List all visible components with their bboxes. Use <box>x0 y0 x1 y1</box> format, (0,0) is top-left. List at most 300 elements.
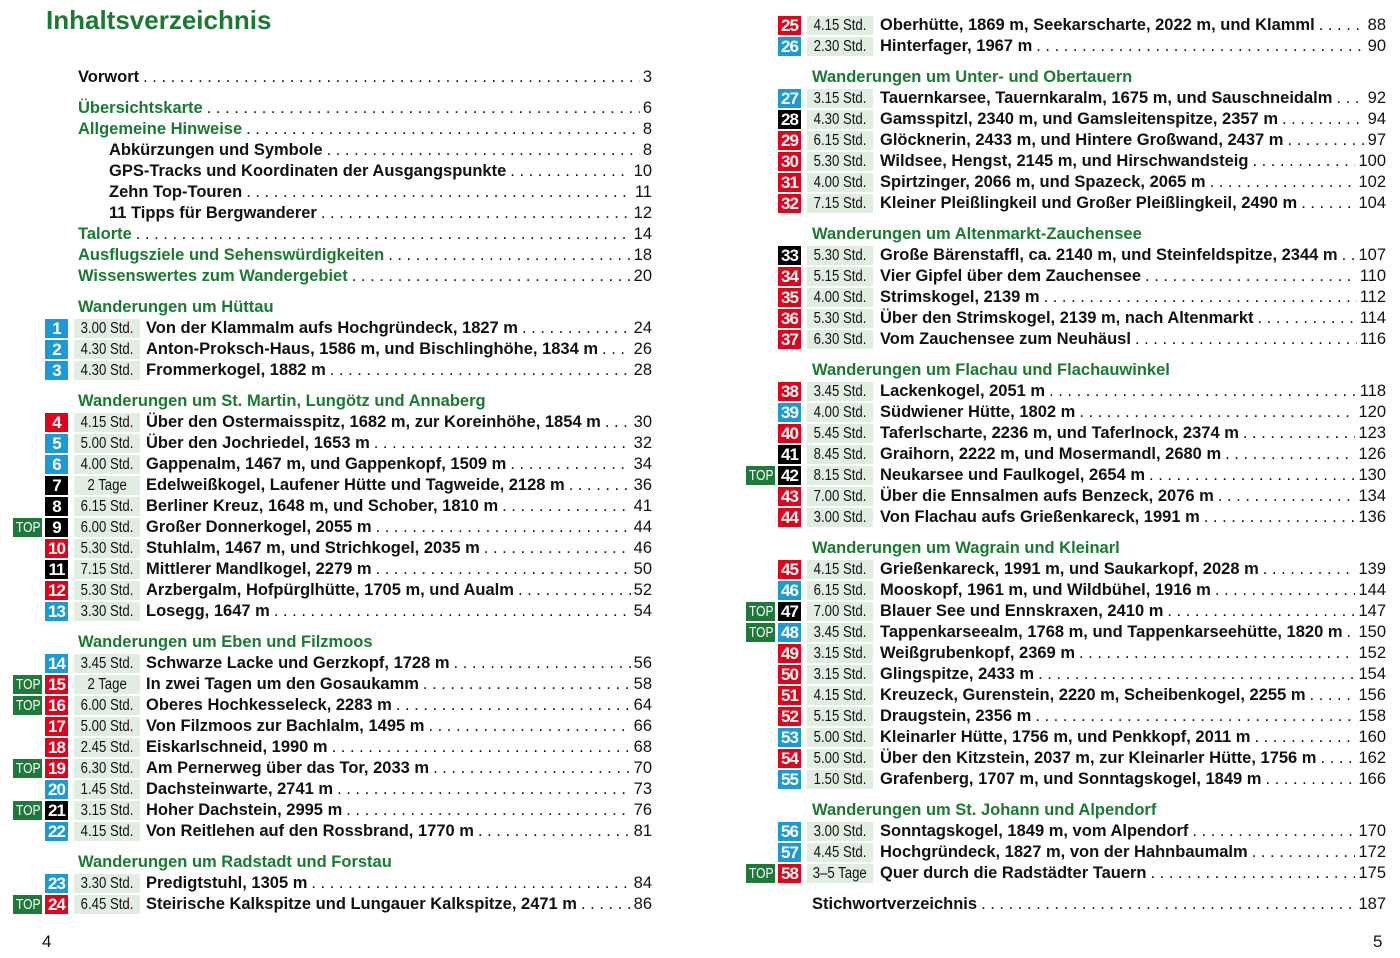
tour-entry[interactable] <box>12 894 652 915</box>
top-label: TOP <box>16 802 41 819</box>
dot-leader <box>598 339 631 360</box>
tour-title[interactable]: Steirische Kalkspitze und Lungauer Kalkspitze, 2471 m <box>146 895 577 913</box>
tour-entry[interactable] <box>746 402 1386 423</box>
duration-badge <box>74 539 140 558</box>
tour-title[interactable]: Neukarsee und Faulkogel, 2654 m <box>880 466 1146 484</box>
duration-text: 4.15 Std. <box>80 823 134 840</box>
duration-badge <box>807 707 873 726</box>
tour-entry[interactable] <box>746 559 1386 580</box>
tour-entry[interactable] <box>746 685 1386 706</box>
tour-entry[interactable] <box>746 245 1386 266</box>
toc-entry[interactable] <box>12 98 652 119</box>
tour-number-badge: 46 <box>778 581 801 600</box>
tour-title[interactable]: Großer Donnerkogel, 2055 m <box>146 518 372 536</box>
tour-page: 136 <box>1358 508 1386 526</box>
tour-number-badge: 10 <box>45 539 68 558</box>
tour-title[interactable]: Graihorn, 2222 m, und Mosermandl, 2680 m <box>880 445 1222 463</box>
dot-leader <box>333 779 631 800</box>
tour-title[interactable]: Taferlscharte, 2236 m, und Taferlnock, 2374 m <box>880 424 1239 442</box>
tour-number-badge: 39 <box>778 403 801 422</box>
duration-badge <box>807 843 873 862</box>
tour-page: 28 <box>633 361 652 379</box>
dot-leader <box>1254 308 1357 329</box>
tour-page: 88 <box>1367 16 1386 34</box>
duration-text: 4.00 Std. <box>813 289 867 306</box>
toc-entry[interactable] <box>12 245 652 266</box>
tour-page: 126 <box>1358 445 1386 463</box>
tour-entry[interactable] <box>12 695 652 716</box>
tour-title[interactable]: Berliner Kreuz, 1648 m, und Schober, 1810 m <box>146 497 499 515</box>
duration-text: 4.00 Std. <box>813 404 867 421</box>
tour-entry[interactable] <box>746 423 1386 444</box>
tour-title[interactable]: Anton-Proksch-Haus, 1586 m, und Bischlinghöhe, 1834 m <box>146 340 599 358</box>
tour-title[interactable]: Grießenkareck, 1991 m, und Saukarkopf, 2028 m <box>880 560 1259 578</box>
toc-entry[interactable] <box>12 224 652 245</box>
duration-text: 4.15 Std. <box>80 414 134 431</box>
duration-text: 4.45 Std. <box>813 844 867 861</box>
tour-title[interactable]: Gamsspitzl, 2340 m, und Gamsleitenspitze, 2357 m <box>880 110 1278 128</box>
tour-page: 134 <box>1358 487 1386 505</box>
tour-entry[interactable] <box>746 287 1386 308</box>
tour-entry[interactable] <box>12 339 652 360</box>
duration-text: 3.15 Std. <box>813 666 867 683</box>
tour-entry[interactable] <box>746 36 1386 57</box>
dot-leader <box>424 716 630 737</box>
tour-entry[interactable] <box>746 465 1386 486</box>
duration-badge <box>807 665 873 684</box>
duration-text: 4.15 Std. <box>813 17 867 34</box>
duration-text: 6.15 Std. <box>813 132 867 149</box>
tour-entry[interactable] <box>746 266 1386 287</box>
tour-entry[interactable] <box>12 601 652 622</box>
duration-badge <box>807 16 873 35</box>
dot-leader <box>1147 863 1356 884</box>
dot-leader <box>270 601 631 622</box>
top-tour-badge <box>13 518 42 537</box>
duration-badge <box>807 602 873 621</box>
dot-leader <box>372 559 631 580</box>
tour-title[interactable]: Hochgründeck, 1827 m, von der Hahnbaumalm <box>880 843 1248 861</box>
tour-page: 52 <box>633 581 652 599</box>
dot-leader <box>514 580 631 601</box>
entry-title[interactable]: Zehn Top-Touren <box>109 183 243 201</box>
duration-badge <box>74 602 140 621</box>
duration-badge <box>74 361 140 380</box>
tour-entry[interactable] <box>746 727 1386 748</box>
tour-title[interactable]: Südwiener Hütte, 1802 m <box>880 403 1076 421</box>
tour-title[interactable]: Kleinarler Hütte, 1756 m, und Penkkopf, 2011 m <box>880 728 1251 746</box>
tour-entry[interactable] <box>12 475 652 496</box>
toc-list-right <box>746 15 1386 915</box>
tour-page: 94 <box>1367 110 1386 128</box>
duration-badge <box>807 623 873 642</box>
tour-number-badge: 38 <box>778 382 801 401</box>
dot-leader <box>1206 172 1356 193</box>
dot-leader <box>328 737 631 758</box>
tour-title[interactable]: Edelweißkogel, Laufener Hütte und Tagweide, 2128 m <box>146 476 565 494</box>
entry-title[interactable]: Talorte <box>78 225 132 243</box>
tour-number-badge: 41 <box>778 445 801 464</box>
tour-title[interactable]: Hinterfager, 1967 m <box>880 37 1033 55</box>
tour-entry[interactable] <box>746 329 1386 350</box>
tour-title[interactable]: Losegg, 1647 m <box>146 602 270 620</box>
tour-entry[interactable] <box>12 538 652 559</box>
entry-title[interactable]: Ausflugsziele und Sehenswürdigkeiten <box>78 246 385 264</box>
tour-number-badge: 30 <box>778 152 801 171</box>
tour-page: 147 <box>1358 602 1386 620</box>
tour-number-badge: 23 <box>45 874 68 893</box>
toc-entry[interactable] <box>12 119 652 140</box>
tour-number-badge: 12 <box>45 581 68 600</box>
duration-text: 5.30 Std. <box>813 247 867 264</box>
tour-entry[interactable] <box>12 737 652 758</box>
tour-entry[interactable] <box>746 444 1386 465</box>
tour-title[interactable]: Hoher Dachstein, 2995 m <box>146 801 343 819</box>
top-tour-badge <box>746 864 775 883</box>
entry-page: 187 <box>1358 895 1386 913</box>
entry-title[interactable]: Abkürzungen und Symbole <box>109 141 323 159</box>
tour-page: 36 <box>633 476 652 494</box>
duration-text: 3.45 Std. <box>813 624 867 641</box>
tour-entry[interactable] <box>746 130 1386 151</box>
entry-title[interactable]: Übersichtskarte <box>78 99 203 117</box>
tour-entry[interactable] <box>746 109 1386 130</box>
entry-page: 20 <box>633 267 652 285</box>
duration-text: 5.30 Std. <box>813 310 867 327</box>
tour-number-badge: 29 <box>778 131 801 150</box>
tour-title[interactable]: Eiskarlschneid, 1990 m <box>146 738 328 756</box>
dot-leader <box>565 475 631 496</box>
entry-page: 8 <box>642 120 652 138</box>
dot-leader <box>242 119 640 140</box>
tour-page: 58 <box>633 675 652 693</box>
section-heading: Wanderungen um Wagrain und Kleinarl <box>812 539 1120 557</box>
tour-entry[interactable] <box>12 496 652 517</box>
tour-entry[interactable] <box>746 863 1386 884</box>
dot-leader <box>384 245 630 266</box>
tour-entry[interactable] <box>12 318 652 339</box>
tour-entry[interactable] <box>12 800 652 821</box>
tour-entry[interactable] <box>12 433 652 454</box>
tour-title[interactable]: Vier Gipfel über dem Zauchensee <box>880 267 1142 285</box>
tour-page: 46 <box>633 539 652 557</box>
tour-title[interactable]: Von Flachau aufs Grießenkareck, 1991 m <box>880 508 1200 526</box>
tour-number-badge: 5 <box>45 434 68 453</box>
tour-page: 73 <box>633 780 652 798</box>
dot-leader <box>1315 15 1365 36</box>
tour-page: 70 <box>633 759 652 777</box>
duration-text: 4.30 Std. <box>80 341 134 358</box>
tour-title[interactable]: Tauernkarsee, Tauernkaralm, 1675 m, und Sauschneidalm <box>880 89 1333 107</box>
tour-title[interactable]: Sonntagskogel, 1849 m, vom Alpendorf <box>880 822 1189 840</box>
tour-entry[interactable] <box>746 193 1386 214</box>
tour-title[interactable]: Über den Kitzstein, 2037 m, zur Kleinarler Hütte, 1756 m <box>880 749 1317 767</box>
toc-entry[interactable] <box>12 182 652 203</box>
tour-title[interactable]: Über die Ennsalmen aufs Benzeck, 2076 m <box>880 487 1214 505</box>
tour-entry[interactable] <box>12 580 652 601</box>
dot-leader <box>577 894 631 915</box>
tour-page: 81 <box>633 822 652 840</box>
tour-entry[interactable] <box>746 664 1386 685</box>
dot-leader <box>203 98 640 119</box>
tour-title[interactable]: Dachsteinwarte, 2741 m <box>146 780 334 798</box>
toc-entry[interactable] <box>12 266 652 287</box>
dot-leader <box>1141 266 1357 287</box>
tour-entry[interactable] <box>12 758 652 779</box>
dot-leader <box>1316 748 1355 769</box>
duration-text: 5.00 Std. <box>80 718 134 735</box>
toc-entry[interactable] <box>12 67 652 88</box>
tour-title[interactable]: Oberhütte, 1869 m, Seekarscharte, 2022 m, und Klamml <box>880 16 1315 34</box>
tour-title[interactable]: Über den Jochriedel, 1653 m <box>146 434 370 452</box>
tour-page: 97 <box>1367 131 1386 149</box>
page-number-right: 5 <box>1373 932 1383 951</box>
tour-number-badge: 13 <box>45 602 68 621</box>
tour-title[interactable]: Von Filzmoos zur Bachlalm, 1495 m <box>146 717 425 735</box>
duration-text: 4.30 Std. <box>80 362 134 379</box>
tour-page: 66 <box>633 717 652 735</box>
tour-number-badge: 11 <box>45 560 68 579</box>
duration-text: 1.45 Std. <box>80 781 134 798</box>
tour-page: 54 <box>633 602 652 620</box>
tour-page: 34 <box>633 455 652 473</box>
tour-entry[interactable] <box>12 360 652 381</box>
tour-title[interactable]: Weißgrubenkopf, 2369 m <box>880 644 1075 662</box>
dot-leader <box>1032 36 1364 57</box>
duration-badge <box>807 749 873 768</box>
top-tour-badge <box>746 602 775 621</box>
tour-entry[interactable] <box>746 748 1386 769</box>
tour-title[interactable]: Quer durch die Radstädter Tauern <box>880 864 1147 882</box>
entry-page: 3 <box>642 68 652 86</box>
tour-number-badge: 20 <box>45 780 68 799</box>
toc-entry[interactable] <box>12 203 652 224</box>
tour-entry[interactable] <box>746 507 1386 528</box>
tour-title[interactable]: Am Pernerweg über das Tor, 2033 m <box>146 759 430 777</box>
tour-title[interactable]: Kleiner Pleißlingkeil und Großer Pleißlingkeil, 2490 m <box>880 194 1298 212</box>
duration-text: 7.00 Std. <box>813 603 867 620</box>
dot-leader <box>419 674 631 695</box>
tour-page: 114 <box>1359 309 1386 327</box>
top-label: TOP <box>16 676 41 693</box>
duration-text: 3.15 Std. <box>813 90 867 107</box>
duration-text: 2 Tage <box>87 477 127 494</box>
duration-badge <box>807 330 873 349</box>
tour-title[interactable]: Strimskogel, 2139 m <box>880 288 1040 306</box>
tour-title[interactable]: Glöcknerin, 2433 m, und Hintere Großwand, 2437 m <box>880 131 1284 149</box>
tour-entry[interactable] <box>12 653 652 674</box>
entry-title[interactable]: 11 Tipps für Bergwanderer <box>109 204 317 222</box>
duration-badge <box>807 487 873 506</box>
tour-entry[interactable] <box>12 674 652 695</box>
tour-page: 152 <box>1358 644 1386 662</box>
tour-title[interactable]: Arzbergalm, Hofpürglhütte, 1705 m, und Aualm <box>146 581 514 599</box>
tour-title[interactable]: Mittlerer Mandlkogel, 2279 m <box>146 560 372 578</box>
tour-title[interactable]: Lackenkogel, 2051 m <box>880 382 1046 400</box>
duration-text: 3.30 Std. <box>80 875 134 892</box>
tour-entry[interactable] <box>12 517 652 538</box>
dot-leader <box>1221 444 1355 465</box>
dot-leader <box>518 318 631 339</box>
duration-badge <box>807 173 873 192</box>
tour-entry[interactable] <box>746 643 1386 664</box>
tour-title[interactable]: Predigtstuhl, 1305 m <box>146 874 308 892</box>
tour-entry[interactable] <box>746 308 1386 329</box>
duration-badge <box>807 110 873 129</box>
duration-badge <box>807 686 873 705</box>
dot-leader <box>392 695 631 716</box>
dot-leader <box>132 224 631 245</box>
tour-entry[interactable] <box>12 559 652 580</box>
duration-text: 7.15 Std. <box>813 195 867 212</box>
tour-entry[interactable] <box>746 842 1386 863</box>
tour-title[interactable]: Frommerkogel, 1882 m <box>146 361 326 379</box>
entry-page: 14 <box>633 225 652 243</box>
section-heading: Wanderungen um Unter- und Obertauern <box>812 68 1133 86</box>
tour-number-badge: 1 <box>45 319 68 338</box>
tour-number-badge: 47 <box>778 602 801 621</box>
top-tour-badge <box>13 675 42 694</box>
duration-badge <box>74 434 140 453</box>
dot-leader <box>429 758 631 779</box>
tour-number-badge: 4 <box>45 413 68 432</box>
tour-entry[interactable] <box>746 601 1386 622</box>
entry-title[interactable]: Wissenswertes zum Wandergebiet <box>78 267 348 285</box>
duration-badge <box>807 309 873 328</box>
tour-entry[interactable] <box>746 151 1386 172</box>
tour-number-badge: 56 <box>778 822 801 841</box>
dot-leader <box>1040 287 1357 308</box>
tour-entry[interactable] <box>746 580 1386 601</box>
entry-page: 11 <box>634 183 652 201</box>
dot-leader <box>1343 622 1356 643</box>
toc-entry[interactable] <box>746 894 1386 915</box>
tour-entry[interactable] <box>12 412 652 433</box>
duration-badge <box>807 267 873 286</box>
tour-title[interactable]: Über den Strimskogel, 2139 m, nach Altenmarkt <box>880 309 1254 327</box>
tour-page: 84 <box>633 874 652 892</box>
tour-title[interactable]: Stuhlalm, 1467 m, und Strichkogel, 2035 m <box>146 539 480 557</box>
toc-entry[interactable] <box>12 161 652 182</box>
top-tour-badge <box>13 696 42 715</box>
tour-number-badge: 36 <box>778 309 801 328</box>
page-number-left: 4 <box>42 932 52 951</box>
entry-title[interactable]: Allgemeine Hinweise <box>78 120 243 138</box>
tour-title[interactable]: Tappenkarseealm, 1768 m, und Tappenkarseehütte, 1820 m <box>880 623 1343 641</box>
tour-page: 102 <box>1358 173 1386 191</box>
tour-title[interactable]: Große Bärenstaffl, ca. 2140 m, und Steinfeldspitze, 2344 m <box>880 246 1338 264</box>
tour-entry[interactable] <box>12 454 652 475</box>
entry-title[interactable]: Vorwort <box>78 68 140 86</box>
tour-title[interactable]: Von der Klammalm aufs Hochgründeck, 1827 m <box>146 319 518 337</box>
tour-number-badge: 8 <box>45 497 68 516</box>
tour-title[interactable]: Draugstein, 2356 m <box>880 707 1032 725</box>
tour-entry[interactable] <box>746 769 1386 790</box>
tour-title[interactable]: Über den Ostermaisspitz, 1682 m, zur Koreinhöhe, 1854 m <box>146 413 601 431</box>
tour-page: 118 <box>1359 382 1386 400</box>
tour-page: 144 <box>1358 581 1386 599</box>
tour-entry[interactable] <box>746 622 1386 643</box>
tour-number-badge: 7 <box>45 476 68 495</box>
duration-badge <box>807 246 873 265</box>
tour-title[interactable]: Gappenalm, 1467 m, und Gappenkopf, 1509 m <box>146 455 507 473</box>
tour-page: 123 <box>1358 424 1386 442</box>
dot-leader <box>326 360 631 381</box>
entry-page: 12 <box>633 204 652 222</box>
tour-number-badge: 40 <box>778 424 801 443</box>
dot-leader <box>372 517 631 538</box>
tour-number-badge: 35 <box>778 288 801 307</box>
tour-entry[interactable] <box>746 15 1386 36</box>
duration-badge <box>74 696 140 715</box>
tour-title[interactable]: Oberes Hochkesseleck, 2283 m <box>146 696 392 714</box>
tour-entry[interactable] <box>746 172 1386 193</box>
duration-badge <box>74 340 140 359</box>
tour-entry[interactable] <box>746 381 1386 402</box>
duration-text: 3.30 Std. <box>80 603 134 620</box>
tour-number-badge: 52 <box>778 707 801 726</box>
entry-title[interactable]: Stichwortverzeichnis <box>812 895 978 913</box>
tour-title[interactable]: Spirtzinger, 2066 m, und Spazeck, 2065 m <box>880 173 1206 191</box>
tour-title[interactable]: Grafenberg, 1707 m, und Sonntagskogel, 1849 m <box>880 770 1262 788</box>
tour-page: 116 <box>1359 330 1386 348</box>
tour-number-badge: 54 <box>778 749 801 768</box>
tour-title[interactable]: In zwei Tagen um den Gosaukamm <box>146 675 419 693</box>
tour-title[interactable]: Schwarze Lacke und Gerzkopf, 1728 m <box>146 654 450 672</box>
tour-entry[interactable] <box>746 88 1386 109</box>
top-tour-badge <box>13 759 42 778</box>
tour-title[interactable]: Mooskopf, 1961 m, und Wildbühel, 1916 m <box>880 581 1211 599</box>
tour-title[interactable]: Blauer See und Ennskraxen, 2410 m <box>880 602 1164 620</box>
dot-leader <box>342 800 630 821</box>
entry-page: 10 <box>633 162 652 180</box>
top-tour-badge <box>746 623 775 642</box>
duration-text: 4.00 Std. <box>813 174 867 191</box>
tour-number-badge: 22 <box>45 822 68 841</box>
dot-leader <box>1261 769 1355 790</box>
top-label: TOP <box>749 624 774 641</box>
dot-leader <box>977 894 1355 915</box>
dot-leader <box>1031 706 1355 727</box>
tour-title[interactable]: Vom Zauchensee zum Neuhäusl <box>880 330 1131 348</box>
duration-badge <box>74 413 140 432</box>
tour-title[interactable]: Von Reitlehen auf den Rossbrand, 1770 m <box>146 822 474 840</box>
tour-entry[interactable] <box>12 779 652 800</box>
duration-badge <box>807 728 873 747</box>
tour-title[interactable]: Wildsee, Hengst, 2145 m, und Hirschwandsteig <box>880 152 1249 170</box>
tour-entry[interactable] <box>746 706 1386 727</box>
section-heading: Wanderungen um Hüttau <box>78 298 274 316</box>
tour-page: 150 <box>1358 623 1386 641</box>
duration-text: 7.00 Std. <box>813 488 867 505</box>
duration-text: 6.00 Std. <box>80 519 134 536</box>
tour-entry[interactable] <box>12 873 652 894</box>
duration-badge <box>807 560 873 579</box>
tour-entry[interactable] <box>746 821 1386 842</box>
toc-list-left <box>12 67 652 915</box>
tour-entry[interactable] <box>12 716 652 737</box>
entry-title[interactable]: GPS-Tracks und Koordinaten der Ausgangspunkte <box>109 162 507 180</box>
toc-entry[interactable] <box>12 140 652 161</box>
tour-title[interactable]: Kreuzeck, Gurenstein, 2220 m, Scheibenkogel, 2255 m <box>880 686 1306 704</box>
duration-badge <box>807 864 873 883</box>
tour-entry[interactable] <box>746 486 1386 507</box>
tour-entry[interactable] <box>12 821 652 842</box>
top-label: TOP <box>16 760 41 777</box>
dot-leader <box>139 67 640 88</box>
tour-page: 166 <box>1358 770 1386 788</box>
tour-title[interactable]: Glingspitze, 2433 m <box>880 665 1035 683</box>
